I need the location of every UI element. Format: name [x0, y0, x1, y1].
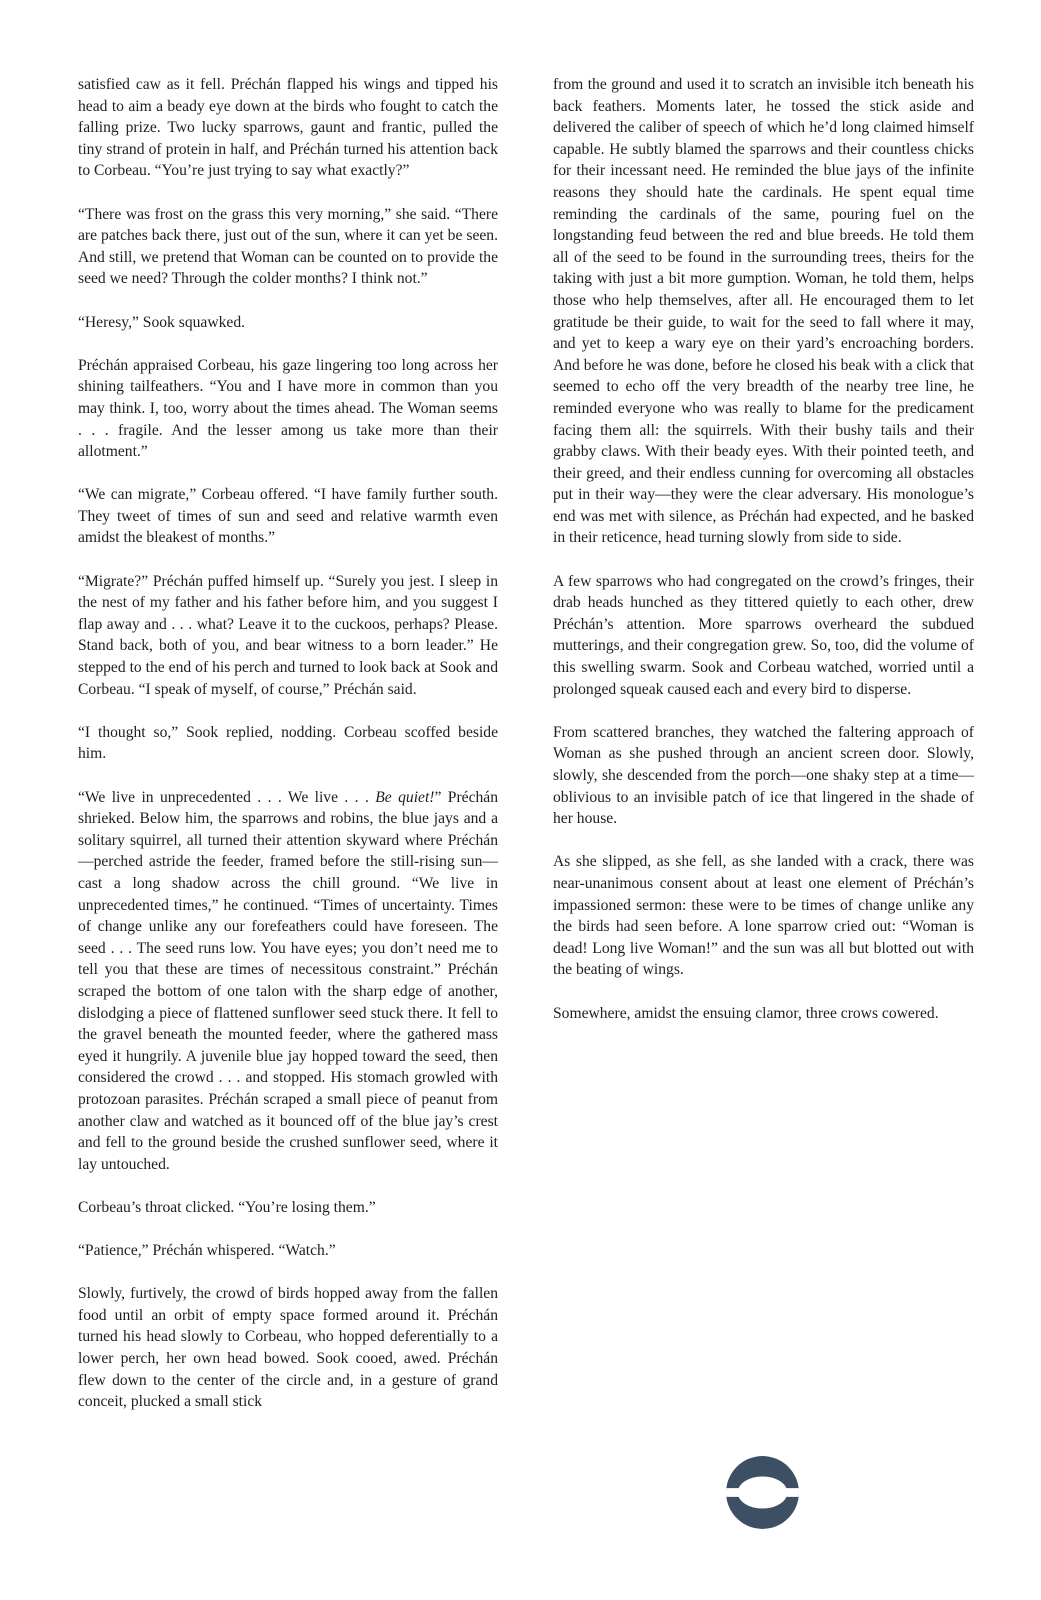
- publisher-logo-icon: [726, 1456, 799, 1529]
- emphasized-text: Be quiet!: [375, 788, 435, 806]
- paragraph: “We can migrate,” Corbeau offered. “I have family further south. They tweet of times of sun and seed and relative warmth even amidst the bleakest of months.”: [78, 486, 498, 547]
- paragraph: [78, 787, 498, 1176]
- paragraph: satisfied caw as it fell. Préchán flapped his wings and tipped his head to aim a beady eye down at the birds who fought to catch the falling prize. Two lucky sparrows, gaunt and frantic, pulled the tiny strand of protein in half, and Préchán turned his attention back to Corbeau. “You’re just trying to say what exactly?”: [78, 76, 498, 180]
- paragraph: Préchán appraised Corbeau, his gaze lingering too long across her shining tailfeathers. “You and I have more in common than you may think. I, too, worry about the times ahead. The Woman seems . . . fragile. And the lesser among us take more than their allotment.”: [78, 356, 498, 461]
- paragraph: As she slipped, as she fell, as she landed with a crack, there was near-unanimous consent about at least one element of Préchán’s impassioned sermon: these were to be times of change unlike any the birds had seen before. A lone sparrow cried out: “Woman is dead! Long live Woman!” and the sun was all but blotted out with the beating of wings.: [553, 853, 974, 979]
- paragraph: Somewhere, amidst the ensuing clamor, three crows cowered.: [553, 1004, 939, 1022]
- paragraph: “There was frost on the grass this very morning,” she said. “There are patches back there, just out of the sun, where it can yet be seen. And still, we pretend that Woman can be counted on to provide the seed we need? Through the colder months? I think not.”: [78, 205, 498, 288]
- paragraph-text: ” Préchán shrieked. Below him, the sparrows and robins, the blue jays and a solitary squirrel, all turned their attention skyward where Préchán—perched astride the feeder, framed before the still-rising sun—cast a long shadow across the chill ground. “We live in unprecedented times,” he continued. “Times of uncertainty. Times of change unlike any our forefeathers could have foreseen. The seed . . . The seed runs low. You have eyes; you don’t need me to tell you that these are times of necessitous constraint.” Préchán scraped the bottom of one talon with the sharp edge of another, dislodging a piece of flattened sunflower seed stuck there. It fell to the gravel beneath the mounted feeder, where the gathered mass eyed it hungrily. A juvenile blue jay hopped toward the seed, then considered the crowd . . . and stopped. His stomach growled with protozoan parasites. Préchán scraped a small piece of peanut from another claw and watched as it bounced off of the blue jay’s crest and fell to the ground beside the crushed sunflower seed, where it lay untouched.: [78, 788, 499, 1173]
- paragraph: “I thought so,” Sook replied, nodding. Corbeau scoffed beside him.: [78, 723, 498, 763]
- paragraph: “Patience,” Préchán whispered. “Watch.”: [78, 1242, 336, 1260]
- paragraph: From scattered branches, they watched the faltering approach of Woman as she pushed through an ancient screen door. Slowly, slowly, she descended from the porch—one shaky step at a time—oblivious to an invisible patch of ice that lingered in the shade of her house.: [553, 723, 974, 828]
- right-column: [553, 74, 974, 1024]
- left-column: [78, 74, 498, 1413]
- paragraph-text: “We live in unprecedented . . . We live . . .: [78, 788, 376, 806]
- paragraph: Corbeau’s throat clicked. “You’re losing them.”: [78, 1198, 376, 1216]
- paragraph: “Migrate?” Préchán puffed himself up. “Surely you jest. I sleep in the nest of my father and his father before him, and you suggest I flap away and . . . what? Leave it to the cuckoos, perhaps? Please. Stand back, both of you, and bear witness to a born leader.” He stepped to the end of his perch and turned to look back at Sook and Corbeau. “I speak of myself, of course,” Préchán said.: [78, 572, 498, 698]
- paragraph: “Heresy,” Sook squawked.: [78, 313, 246, 331]
- paragraph: from the ground and used it to scratch an invisible itch beneath his back feathers. Moments later, he tossed the stick aside and delivered the caliber of speech of which he’d long claimed himself capable. He subtly blamed the sparrows and their countless chicks for their incessant need. He reminded the blue jays of the infinite reasons they should hate the cardinals. He spent equal time reminding the cardinals of the same, pouring fuel on the longstanding feud between the red and blue breeds. He told them all of the seed to be found in the surrounding trees, theirs for the taking with just a bit more gumption. Woman, he told them, helps those who help themselves, after all. He encouraged them to let gratitude be their guide, to wait for the seed to fall where it may, and yet to keep a wary eye on their yard’s encroaching borders. And before he was done, before he closed his beak with a click that seemed to echo off the very breadth of the nearby tree line, he reminded everyone who was really to blame for the predicament facing them all: the squirrels. With their bushy tails and their grabby claws. With their beady eyes. With their pointed teeth, and their greed, and their endless cunning for overcoming all obstacles put in their way—they were the clear adversary. His monologue’s end was met with silence, as Préchán had expected, and he basked in their reticence, head turning slowly from side to side.: [553, 76, 974, 547]
- paragraph: Slowly, furtively, the crowd of birds hopped away from the fallen food until an orbit of empty space formed around it. Préchán turned his head slowly to Corbeau, who hopped deferentially to a lower perch, her own head bowed. Sook cooed, awed. Préchán flew down to the center of the circle and, in a gesture of grand conceit, plucked a small stick: [78, 1285, 498, 1411]
- paragraph: A few sparrows who had congregated on the crowd’s fringes, their drab heads hunched as they tittered quietly to each other, drew Préchán’s attention. More sparrows overheard the subdued mutterings, and their congregation grew. So, too, did the volume of this swelling swarm. Sook and Corbeau watched, worried until a prolonged squeak caused each and every bird to disperse.: [553, 572, 974, 698]
